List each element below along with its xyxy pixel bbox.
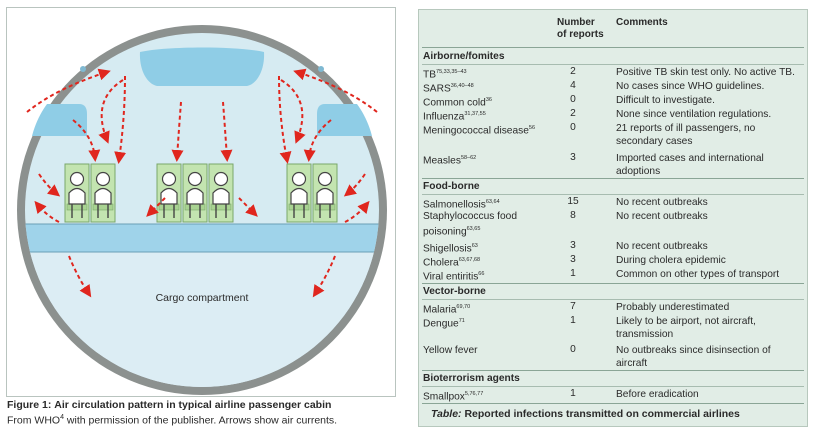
row-refs: 69,70 — [456, 304, 471, 310]
row-comment: None since ventilation regulations. — [616, 109, 772, 120]
row-number: 3 — [570, 254, 576, 265]
section-divider — [422, 299, 804, 300]
row-name: Dengue — [423, 318, 459, 330]
row-refs: 75,33,35–43 — [436, 69, 467, 75]
section-divider — [422, 386, 804, 387]
passenger-seat — [313, 164, 337, 222]
row-name: SARS — [423, 83, 451, 95]
table-bottom-divider — [422, 403, 804, 404]
header-number — [557, 17, 604, 41]
row-name: Salmonellosis — [423, 199, 486, 211]
row-comment: Before eradication — [616, 389, 699, 400]
row-number: 2 — [570, 66, 576, 77]
row-number: 0 — [570, 122, 576, 133]
row-number: 0 — [570, 94, 576, 105]
row-refs: 36 — [485, 97, 492, 103]
row-name: Common cold — [423, 97, 486, 109]
figure-caption-label: Figure 1: — [7, 399, 52, 411]
row-comment: Imported cases and international adoptions — [616, 153, 764, 177]
row-name: Viral entiritis — [423, 271, 479, 283]
passenger-seat — [209, 164, 233, 222]
table-caption-text: Reported infections transmitted on commercial airlines — [464, 408, 740, 420]
row-refs: 63 — [471, 243, 478, 249]
source-post: with permission of the publisher. Arrows show air currents. — [63, 414, 338, 427]
section-bio-title: Bioterrorism agents — [423, 373, 520, 384]
row-comment: 21 reports of ill passengers, no secondary cases — [616, 123, 756, 147]
row-refs: 31,37,55 — [464, 111, 486, 117]
row-number: 1 — [570, 315, 576, 326]
row-name: Meningococcal disease — [423, 125, 529, 137]
row-comment: Common on other types of transport — [616, 269, 780, 280]
row-comment: No recent outbreaks — [616, 197, 708, 208]
section-divider — [422, 194, 804, 195]
row-refs: 63,67,68 — [458, 257, 481, 263]
row-refs: 58–62 — [460, 155, 477, 161]
figure-caption-title — [7, 399, 331, 411]
table-caption — [431, 408, 740, 420]
right-overhead-bin — [317, 104, 372, 136]
row-comment: During cholera epidemic — [616, 255, 726, 266]
row-name: Smallpox — [423, 391, 465, 403]
table-caption-label: Table: — [431, 408, 462, 420]
source-pre: From WHO — [7, 414, 61, 427]
row-comment: Likely to be airport, not aircraft, transmission — [616, 316, 756, 340]
row-name: Shigellosis — [423, 243, 472, 255]
cabin-floor — [7, 224, 397, 252]
cabin-diagram — [7, 8, 397, 398]
passenger-seat — [91, 164, 115, 222]
header-divider — [422, 47, 804, 48]
row-number: 2 — [570, 108, 576, 119]
row-comment: Positive TB skin test only. No active TB. — [616, 67, 795, 78]
source-ref: 4 — [60, 414, 64, 421]
section-airborne-title: Airborne/fomites — [423, 51, 505, 62]
header-number-line1: Number — [557, 17, 595, 28]
row-number: 4 — [570, 80, 576, 91]
section-vector-title: Vector-borne — [423, 286, 486, 297]
row-number: 8 — [570, 210, 576, 221]
center-overhead-bin — [140, 48, 264, 87]
row-refs: 56 — [528, 125, 536, 131]
row-comment: Probably underestimated — [616, 302, 730, 313]
row-name: Measles — [423, 155, 461, 167]
row-number: 3 — [570, 152, 576, 163]
row-number: 1 — [570, 268, 576, 279]
cabin-figure — [6, 7, 396, 397]
row-comment: No cases since WHO guidelines. — [616, 81, 765, 92]
section-divider — [422, 178, 804, 179]
infections-table — [418, 9, 808, 427]
row-number: 0 — [570, 344, 576, 355]
header-number-line2: of reports — [557, 29, 604, 40]
section-divider — [422, 283, 804, 284]
row-name: Yellow fever — [423, 345, 478, 356]
passenger-seat — [157, 164, 181, 222]
section-divider — [422, 370, 804, 371]
row-comment: No recent outbreaks — [616, 241, 708, 252]
section-food-title: Food-borne — [423, 181, 480, 192]
passenger-seat — [183, 164, 207, 222]
row-refs: 5,76,77 — [464, 391, 484, 397]
passenger-seat — [65, 164, 89, 222]
row-name: Cholera — [423, 257, 459, 269]
passenger-seat — [287, 164, 311, 222]
row-number: 15 — [567, 196, 579, 207]
row-number: 3 — [570, 240, 576, 251]
row-refs: 66 — [478, 271, 485, 277]
row-name: Malaria — [423, 304, 457, 316]
section-divider — [422, 64, 804, 65]
cargo-label: Cargo compartment — [155, 292, 249, 304]
header-comments: Comments — [616, 17, 668, 28]
row-comment: No recent outbreaks — [616, 211, 708, 222]
left-overhead-bin — [32, 104, 87, 136]
row-comment: Difficult to investigate. — [616, 95, 715, 106]
row-number: 7 — [570, 301, 576, 312]
row-refs: 63,64 — [485, 199, 500, 205]
row-comment: No outbreaks since disinsection of aircraft — [616, 345, 771, 369]
row-name: Staphylococcus food poisoning — [423, 211, 518, 238]
figure-caption-source — [7, 414, 337, 427]
row-name: Influenza — [423, 111, 465, 123]
row-refs: 71 — [458, 318, 465, 324]
row-name: TB — [423, 69, 437, 81]
row-refs: 63,65 — [466, 226, 481, 232]
row-number: 1 — [570, 388, 576, 399]
row-refs: 36,40–48 — [450, 83, 474, 89]
figure-caption-text: Air circulation pattern in typical airline passenger cabin — [54, 399, 332, 411]
